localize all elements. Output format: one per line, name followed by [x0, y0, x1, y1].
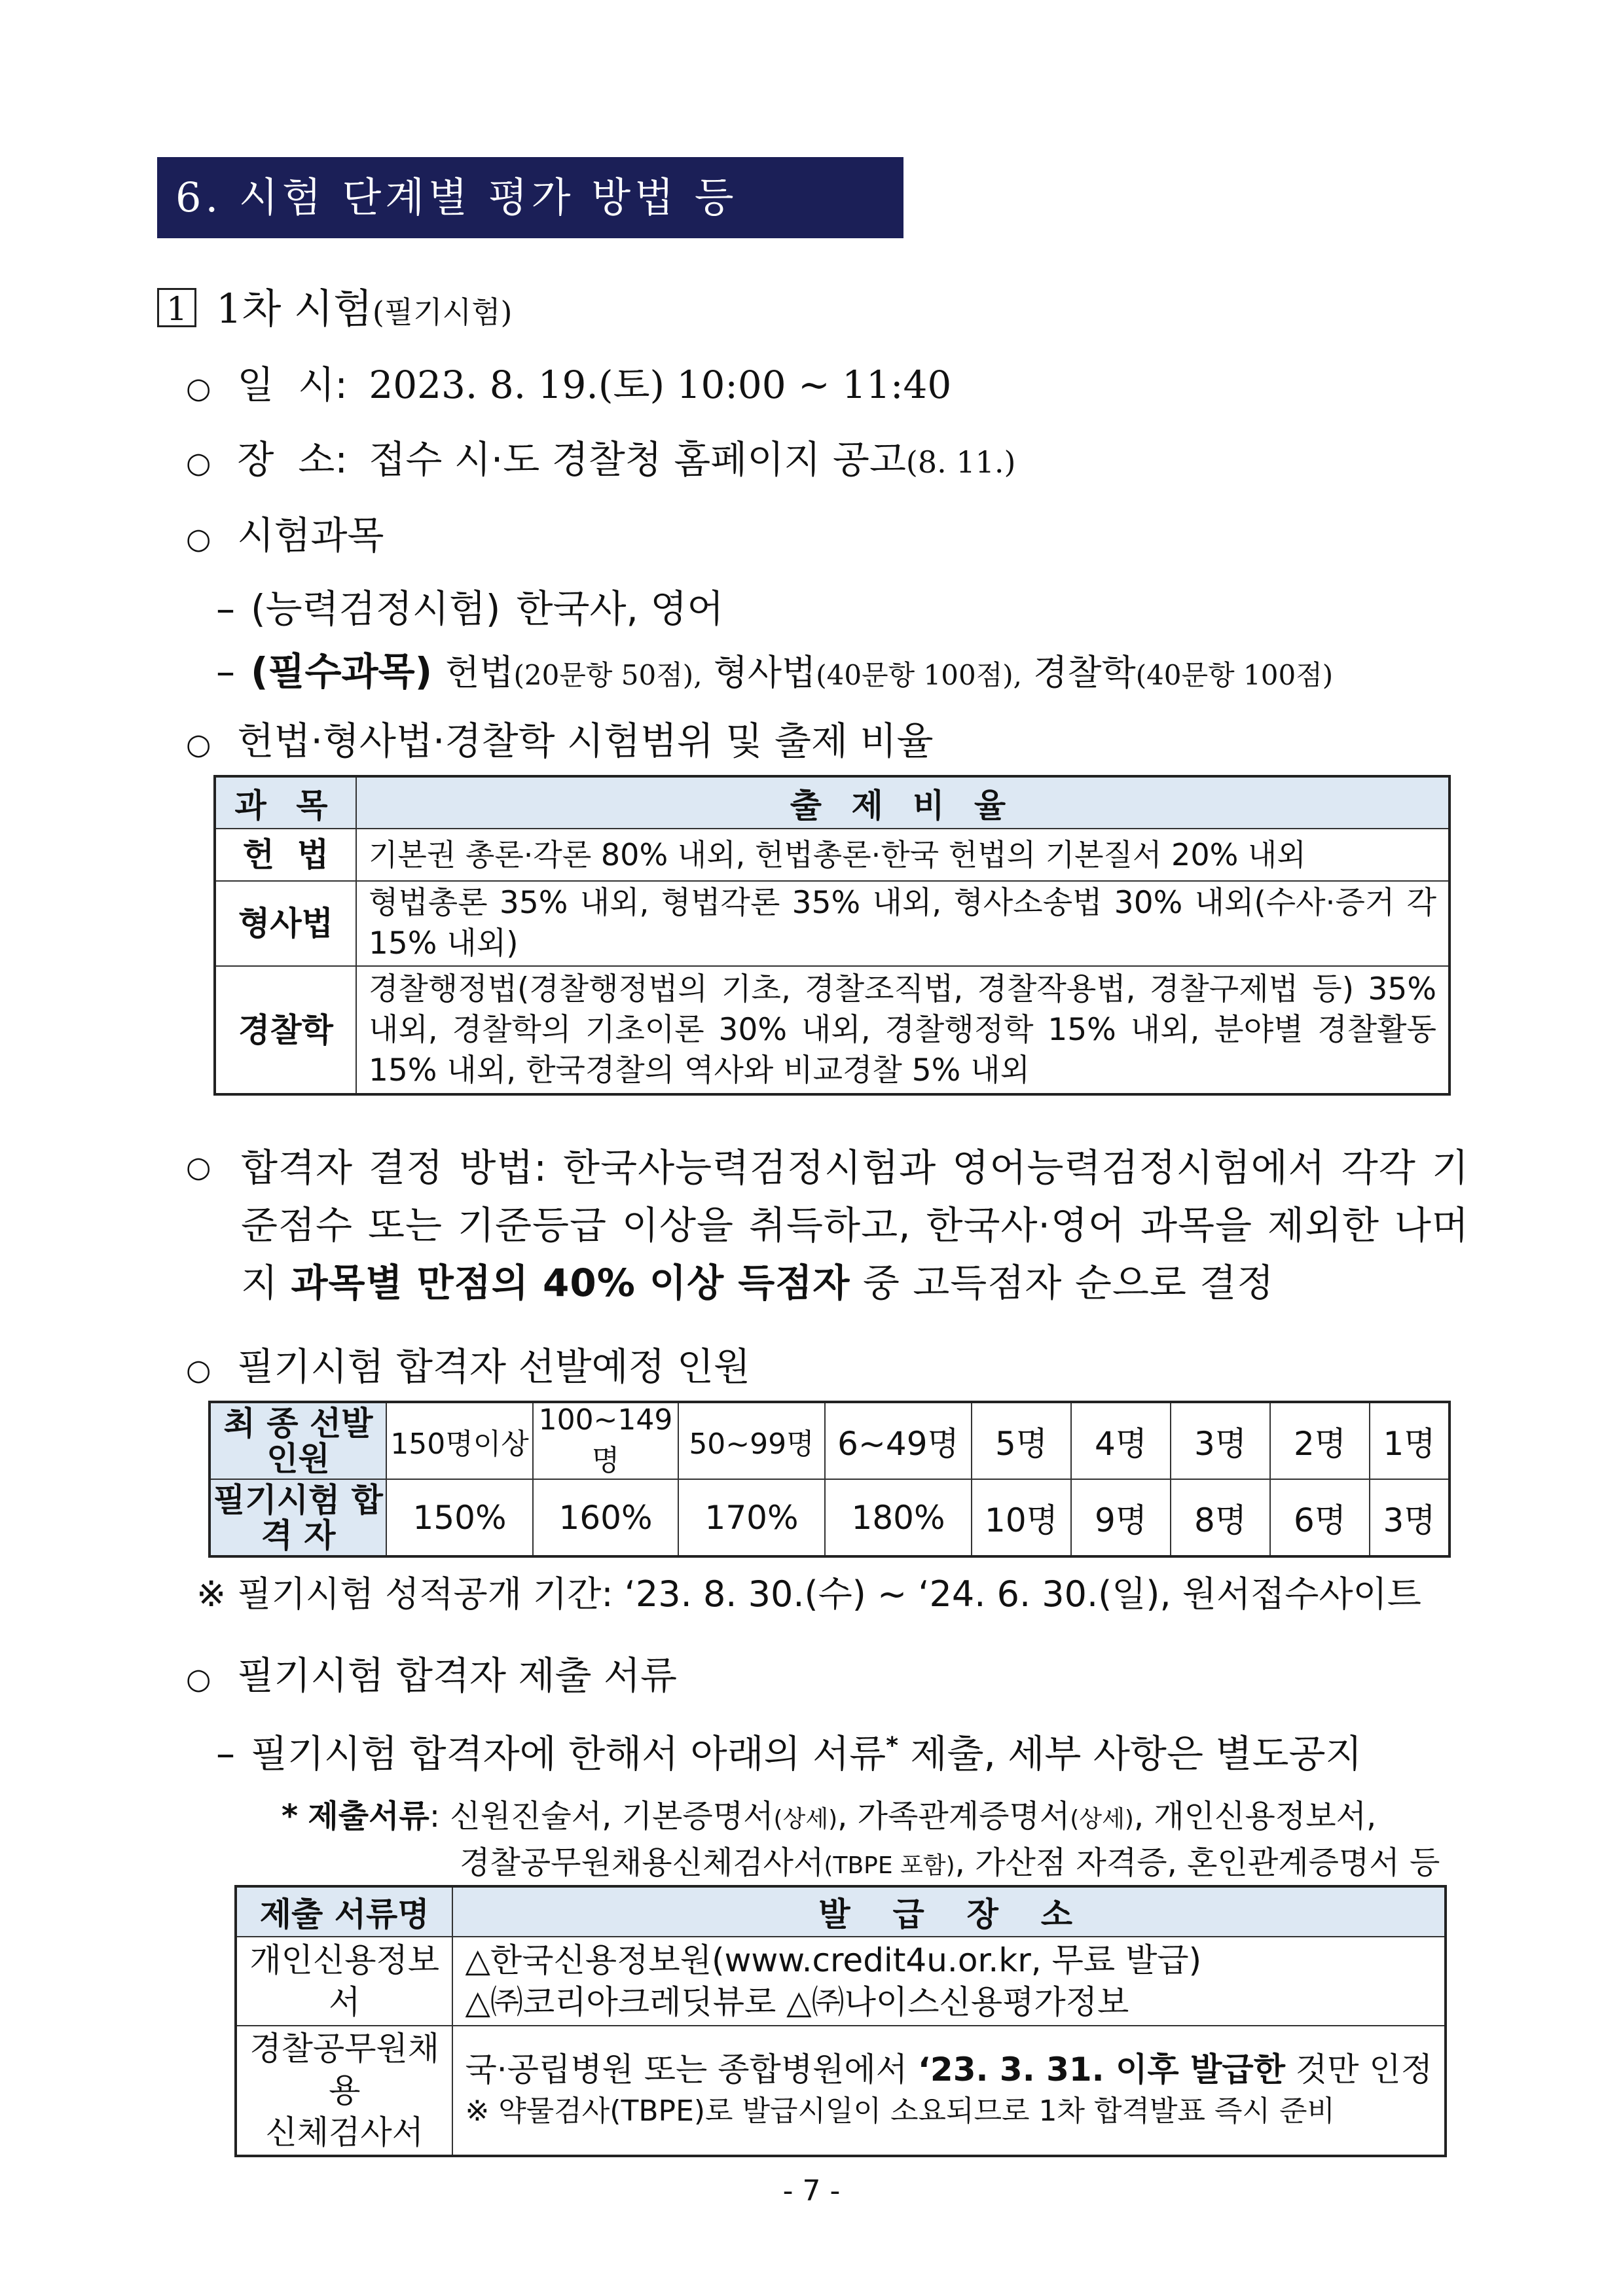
ratio-cell: 기본권 총론·각론 80% 내외, 헌법총론·한국 헌법의 기본질서 20% 내외 [356, 829, 1450, 881]
issue-place-line: △한국신용정보원(www.credit4u.or.kr, 무료 발급) [465, 1941, 1202, 1979]
place-date: (8. 11.) [905, 444, 1016, 480]
subj2-c-detail: (40문항 100점) [1135, 659, 1334, 691]
issue-place-line [465, 2049, 1432, 2090]
written-cell: 170% [678, 1479, 825, 1556]
subject-line-1 [216, 583, 723, 635]
selection-label-line [186, 1340, 750, 1397]
final-cell: 6~49명 [825, 1402, 972, 1479]
documents-label: 필기시험 합격자 제출 서류 [237, 1653, 678, 1698]
note-line2-b: , 가산점 자격증, 혼인관계증명서 등 [955, 1844, 1440, 1881]
note-line1-c: , 개인신용정보서, [1133, 1798, 1377, 1835]
ratio-cell: 형법총론 35% 내외, 형법각론 35% 내외, 형사소송법 30% 내외(수사·증거 각 15% 내외) [356, 881, 1450, 966]
documents-label-line [186, 1649, 677, 1706]
table-header-row [236, 1886, 1446, 1937]
note-line1-sub1: (상세) [773, 1806, 838, 1833]
written-cell: 160% [533, 1479, 678, 1556]
header-subject: 과 목 [215, 776, 356, 829]
issue-place-a: 국·공립병원 또는 종합병원에서 [465, 2051, 908, 2089]
dash-text-b: 아래의 서류 [690, 1731, 886, 1776]
row-header-final: 최 종 선발인원 [210, 1402, 386, 1479]
table-row [210, 1402, 1450, 1479]
bullet-circle: ○ [186, 1354, 211, 1387]
documents-note-line-2 [460, 1841, 1440, 1888]
issue-place-line: ※ 약물검사(TBPE)로 발급시일이 소요되므로 1차 합격발표 즉시 준비 [465, 2094, 1336, 2128]
final-cell: 5명 [972, 1402, 1071, 1479]
subject-cell: 형사법 [215, 881, 356, 966]
pass-method-text-b: 중 고득점자 순으로 결정 [862, 1261, 1275, 1305]
page-number: - 7 - [782, 2174, 841, 2208]
subj2-a: 헌법 [445, 652, 514, 693]
place-label: 장 소: [237, 437, 348, 482]
documents-table [234, 1885, 1447, 2157]
documents-note-line-1 [282, 1795, 1440, 1841]
table-row [215, 881, 1450, 966]
dash: – [216, 649, 235, 694]
pass-method-bold: 과목별 만점의 40% 이상 득점자 [291, 1261, 850, 1305]
pass-method-text [241, 1139, 1469, 1312]
note-star: * [282, 1798, 299, 1835]
subj1-value: 한국사, 영어 [516, 586, 724, 631]
bullet-circle: ○ [186, 728, 211, 761]
note-line2-a: 경찰공무원채용신체검사서 [460, 1844, 824, 1881]
final-cell: 2명 [1270, 1402, 1370, 1479]
table-row [236, 2026, 1446, 2156]
subj1-tag: (능력검정시험) [251, 586, 501, 631]
issue-place-b: 것만 인정 [1295, 2051, 1432, 2089]
written-cell: 180% [825, 1479, 972, 1556]
written-cell: 3명 [1370, 1479, 1450, 1556]
subjects-label: 시험과목 [237, 513, 384, 558]
scope-label: 헌법·형사법·경찰학 시험범위 및 출제 비율 [237, 719, 934, 763]
pass-method-label: 합격자 결정 방법: [241, 1145, 547, 1190]
subjects-label-line [186, 509, 384, 565]
bullet-circle: ○ [186, 446, 211, 480]
issue-place-cell [452, 2026, 1446, 2156]
written-cell: 150% [386, 1479, 533, 1556]
header-ratio: 출 제 비 율 [356, 776, 1450, 829]
subj2-c: 경찰학 [1033, 652, 1136, 693]
note-line2-sub: (TBPE 포함) [824, 1852, 955, 1879]
score-disclosure-note: ※ 필기시험 성적공개 기간: ‘23. 8. 30.(수) ~ ‘24. 6. 30.(일), 원서접수사이트 [196, 1573, 1421, 1615]
bullet-circle: ○ [186, 1151, 211, 1184]
ratio-cell: 경찰행정법(경찰행정법의 기초, 경찰조직법, 경찰작용법, 경찰구제법 등) 35% 내외, 경찰학의 기초이론 30% 내외, 경찰행정학 15% 내외, 분야별 경찰활동 15% 내외, 한국경찰의 역사와 비교경찰 5% 내외 [356, 966, 1450, 1094]
header-doc-name: 제출 서류명 [236, 1886, 452, 1937]
subject-cell: 헌 법 [215, 829, 356, 881]
pass-method-block [186, 1139, 1469, 1312]
documents-note [282, 1795, 1440, 1888]
selection-table [208, 1401, 1451, 1558]
issue-place-cell [452, 1937, 1446, 2026]
part1-title-sub: (필기시험) [372, 295, 513, 330]
table-row [215, 966, 1450, 1094]
final-cell: 1명 [1370, 1402, 1450, 1479]
subj2-b-detail: (40문항 100점), [816, 659, 1023, 691]
subj2-a-detail: (20문항 50점), [513, 659, 702, 691]
table-header-row [215, 776, 1450, 829]
doc-name-cell: 개인신용정보서 [236, 1937, 452, 2026]
final-cell: 100~149명 [533, 1402, 678, 1479]
dash: – [216, 586, 235, 631]
part1-title: 1차 시험 [216, 285, 373, 332]
table-row [236, 1937, 1446, 2026]
bullet-circle: ○ [186, 1662, 211, 1696]
documents-dash-line [216, 1720, 1362, 1780]
subject-line-2 [216, 645, 1333, 702]
table-row [210, 1479, 1450, 1556]
dash: – [216, 1731, 235, 1776]
section-title: 6. 시험 단계별 평가 방법 등 [157, 157, 903, 238]
note-line1-a: : 신원진술서, 기본증명서 [429, 1798, 774, 1835]
written-cell: 8명 [1171, 1479, 1270, 1556]
final-cell: 4명 [1071, 1402, 1171, 1479]
exam-place-line [186, 433, 1015, 490]
subj2-tag: (필수과목) [251, 649, 433, 694]
bullet-circle: ○ [186, 522, 211, 556]
table-row [215, 829, 1450, 881]
scope-label-line [186, 715, 934, 771]
exam-date-line [186, 359, 951, 415]
part1-heading [157, 283, 512, 338]
pass-method-text-a: 한국사능력검정시험과 영어능력검정시험에서 각각 기준점수 또는 기준등급 이상을 취득하고, 한국사·영어 과목을 제외한 나머지 [241, 1145, 1469, 1305]
doc-name-line: 경찰공무원채용 [249, 2030, 440, 2109]
header-issue-place: 발 급 장 소 [452, 1886, 1446, 1937]
dash-star: * [886, 1732, 899, 1759]
subject-cell: 경찰학 [215, 966, 356, 1094]
note-line1-b: , 가족관계증명서 [837, 1798, 1070, 1835]
subj2-b: 형사법 [713, 652, 816, 693]
bullet-circle: ○ [186, 372, 211, 405]
date-label: 일 시: [237, 363, 348, 407]
note-line1-sub2: (상세) [1070, 1806, 1134, 1833]
date-value: 2023. 8. 19.(토) 10:00 ~ 11:40 [369, 363, 952, 407]
written-cell: 6명 [1270, 1479, 1370, 1556]
scope-table [213, 775, 1451, 1096]
dash-text-a: 필기시험 합격자에 한해서 [251, 1731, 679, 1776]
part-number-box: 1 [157, 288, 196, 327]
final-cell: 50~99명 [678, 1402, 825, 1479]
issue-place-line: △㈜코리아크레딧뷰로 △㈜나이스신용평가정보 [465, 1983, 1129, 2021]
written-cell: 10명 [972, 1479, 1071, 1556]
row-header-written: 필기시험 합 격 자 [210, 1479, 386, 1556]
note-label: 제출서류 [308, 1798, 429, 1835]
doc-name-line: 신체검사서 [265, 2113, 424, 2151]
doc-name-cell [236, 2026, 452, 2156]
selection-label: 필기시험 합격자 선발예정 인원 [237, 1344, 751, 1389]
final-cell: 3명 [1171, 1402, 1270, 1479]
dash-text-c: 제출, 세부 사항은 별도공지 [910, 1731, 1362, 1776]
place-value: 접수 시·도 경찰청 홈페이지 공고 [369, 437, 906, 482]
written-cell: 9명 [1071, 1479, 1171, 1556]
issue-place-bold: ‘23. 3. 31. 이후 발급한 [917, 2051, 1285, 2089]
final-cell: 150명이상 [386, 1402, 533, 1479]
